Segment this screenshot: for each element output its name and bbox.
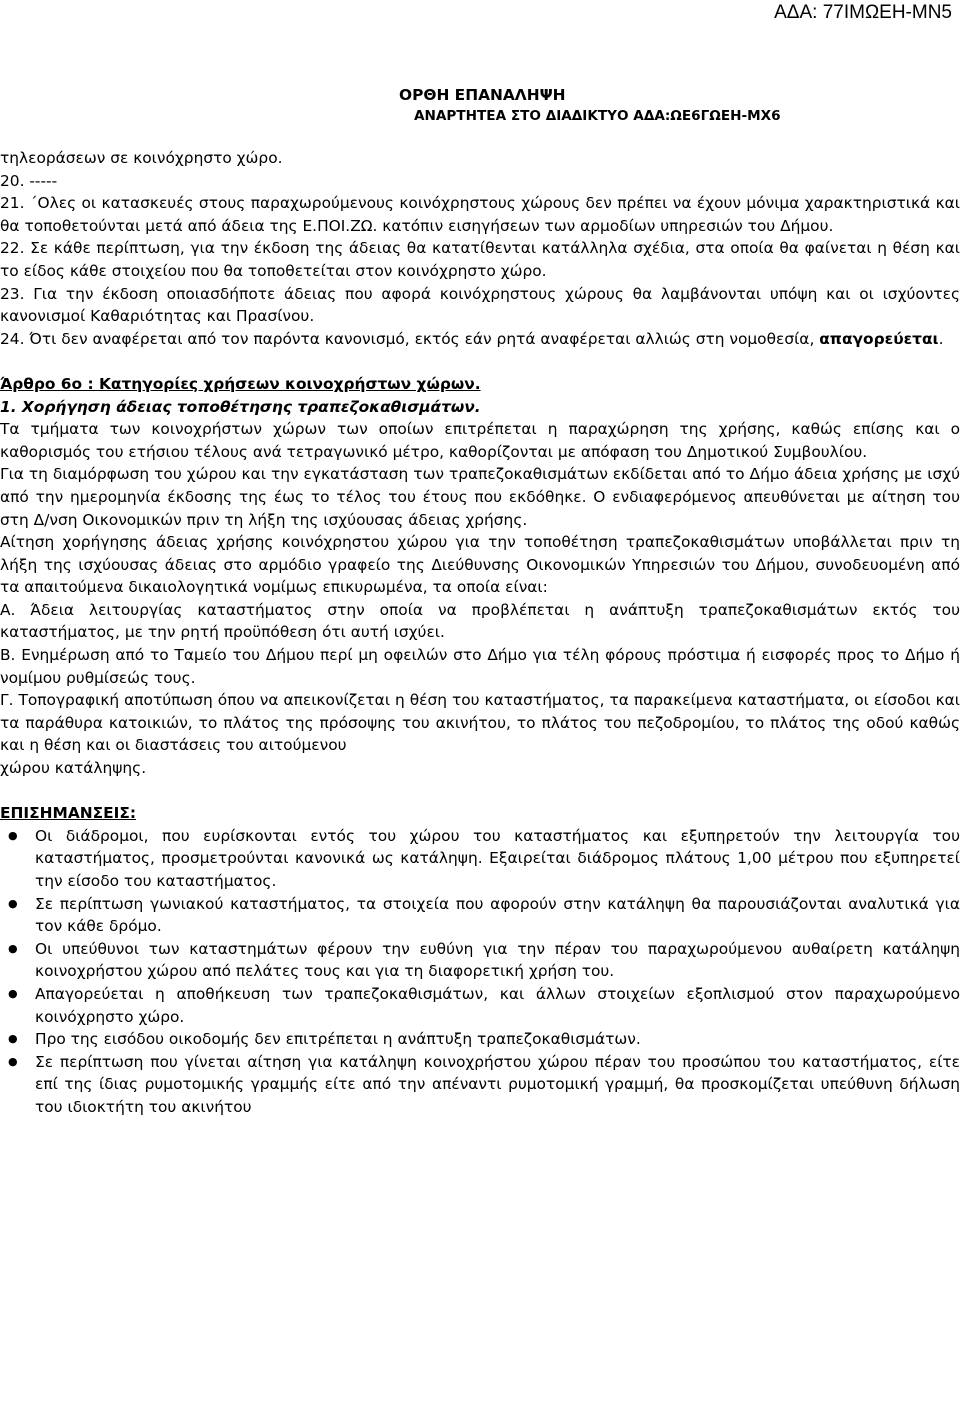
paragraph-24-end: . [938, 329, 944, 348]
spacer [0, 780, 960, 803]
correction-title: ΟΡΘΗ ΕΠΑΝΑΛΗΨΗ [399, 86, 566, 104]
paragraph-B: Β. Ενημέρωση από το Ταμείο του Δήμου περί μη οφειλών στο Δήμο για τέλη φόρους πρόστιμα ή εισφορές προς το Δήμο ή νομίμου ρυθμίσεώς τους. [0, 646, 960, 687]
list-item: ● Σε περίπτωση γωνιακού καταστήματος, τα στοιχεία που αφορούν στην κατάληψη θα παρουσιάζονται αναλυτικά για τον κάθε δρόμο. [35, 893, 960, 938]
paragraph-24-text: 24. Ότι δεν αναφέρεται από τον παρόντα κανονισμό, εκτός εάν ρητά αναφέρεται αλλιώς στη νομοθεσία, [0, 329, 820, 348]
list-item: ● Οι διάδρομοι, που ευρίσκονται εντός του χώρου του καταστήματος και εξυπηρετούν την λειτουργία του καταστήματος, προσμετρούνται κανονικά ως κατάληψη. Εξαιρείται διάδρομος πλάτους 1,00 μέτρου που εξυπηρετεί την είσοδο του καταστήματος. [35, 825, 960, 893]
spacer [0, 350, 960, 373]
paragraph-21: 21. ΄Ολες οι κατασκευές στους παραχωρούμενους κοινόχρηστους χώρους δεν πρέπει να έχουν μόνιμα χαρακτηριστικά και θα τοποθετούνται μετά από άδεια της Ε.ΠΟΙ.ΖΩ. κατόπιν εισηγήσεων των αρμοδίων υπηρεσιών του Δήμου. [0, 194, 960, 235]
posted-notice: ΑΝΑΡΤΗΤΕΑ ΣΤΟ ΔΙΑΔΙΚΤΥΟ ΑΔΑ:ΩΕ6ΓΩΕΗ-ΜΧ6 [414, 108, 781, 124]
paragraph-22: 22. Σε κάθε περίπτωση, για την έκδοση της άδειας θα κατατίθενται κατάλληλα σχέδια, στα οποία θα φαίνεται η θέση και το είδος κάθε στοιχείου που θα τοποθετείται στον κοινόχρηστο χώρο. [0, 239, 960, 280]
paragraph-c: Αίτηση χορήγησης άδειας χρήσης κοινόχρηστου χώρου για την τοποθέτηση τραπεζοκαθισμάτων υποβάλλεται πριν τη λήξη της ισχύουσας άδειας στο αρμόδιο γραφείο της Διεύθυνσης Οικονομικών Υπηρεσιών του Δήμου, συνοδευομένη από τα απαιτούμενα δικαιολογητικά νομίμως επικυρωμένα, τα οποία είναι: [0, 533, 960, 597]
notes-list [0, 825, 960, 1119]
list-item: ● Προ της εισόδου οικοδομής δεν επιτρέπεται η ανάπτυξη τραπεζοκαθισμάτων. [35, 1028, 960, 1051]
paragraph-24 [0, 328, 960, 351]
document-body [0, 147, 960, 1119]
paragraph-b: Για τη διαμόρφωση του χώρου και την εγκατάσταση των τραπεζοκαθισμάτων εκδίδεται από το Δήμο άδεια χρήσης με ισχύ από την ημερομηνία έκδοσης της έως το τέλος του έτους που εκδόθηκε. Ο ενδιαφερόμενος απευθύνεται με αίτηση του στη Δ/νση Οικονομικών πριν τη λήξη της ισχύουσας άδειας χρήσης. [0, 465, 960, 529]
list-item: ● Σε περίπτωση που γίνεται αίτηση για κατάληψη κοινοχρήστου χώρου πέραν του προσώπου του καταστήματος, είτε επί της ίδιας ρυμοτομικής γραμμής είτε από την απέναντι ρυμοτομική γραμμή, θα προσκομίζεται υπεύθυνη δήλωση του ιδιοκτήτη του ακινήτου [35, 1051, 960, 1119]
paragraph-23: 23. Για την έκδοση οποιασδήποτε άδειας που αφορά κοινόχρηστους χώρους θα λαμβάνονται υπόψη και οι ισχύοντες κανονισμοί Καθαριότητας και Πρασίνου. [0, 284, 960, 326]
article-title: Άρθρο 6ο : Κατηγορίες χρήσεων κοινοχρήστων χώρων. [0, 374, 481, 393]
ada-code: ΑΔΑ: 77ΙΜΩΕΗ-ΜΝ5 [774, 2, 952, 23]
paragraph-tv: τηλεοράσεων σε κοινόχρηστο χώρο. [0, 149, 283, 167]
paragraph-G-end: χώρου κατάληψης. [0, 759, 147, 778]
list-item: ● Απαγορεύεται η αποθήκευση των τραπεζοκαθισμάτων, και άλλων στοιχείων εξοπλισμού στον παραχωρούμενο κοινόχρηστο χώρο. [35, 983, 960, 1028]
paragraph-G: Γ. Τοπογραφική αποτύπωση όπου να απεικονίζεται η θέση του καταστήματος, τα παρακείμενα καταστήματα, οι είσοδοι και τα παράθυρα κατοικιών, το πλάτος της πρόσοψης του ακινήτου, το πλάτος του πεζοδρομίου, το πλάτος της οδού καθώς και η θέση και οι διαστάσεις του αιτούμενου [0, 691, 960, 755]
list-item: ● Οι υπεύθυνοι των καταστημάτων φέρουν την ευθύνη για την πέραν του παραχωρούμενου αυθαίρετη κατάληψη κοινοχρήστου χώρου από πελάτες τους και για τη διαφορετική χρήση του. [35, 938, 960, 983]
paragraph-24-bold: απαγορεύεται [819, 329, 939, 348]
paragraph-a: Τα τμήματα των κοινοχρήστων χώρων των οποίων επιτρέπεται η παραχώρηση της χρήσης, καθώς επίσης και ο καθορισμός του ετήσιου τέλους ανά τετραγωνικό μέτρο, καθορίζονται με απόφαση του Δημοτικού Συμβουλίου. [0, 420, 960, 461]
paragraph-A: Α. Άδεια λειτουργίας καταστήματος στην οποία να προβλέπεται η ανάπτυξη τραπεζοκαθισμάτων εκτός του καταστήματος, με την ρητή προϋπόθεση ότι αυτή ισχύει. [0, 600, 960, 642]
section-1-title: 1. Χορήγηση άδειας τοποθέτησης τραπεζοκαθισμάτων. [0, 397, 481, 416]
paragraph-20: 20. ----- [0, 171, 58, 190]
notes-title: ΕΠΙΣΗΜΑΝΣΕΙΣ: [0, 804, 137, 823]
